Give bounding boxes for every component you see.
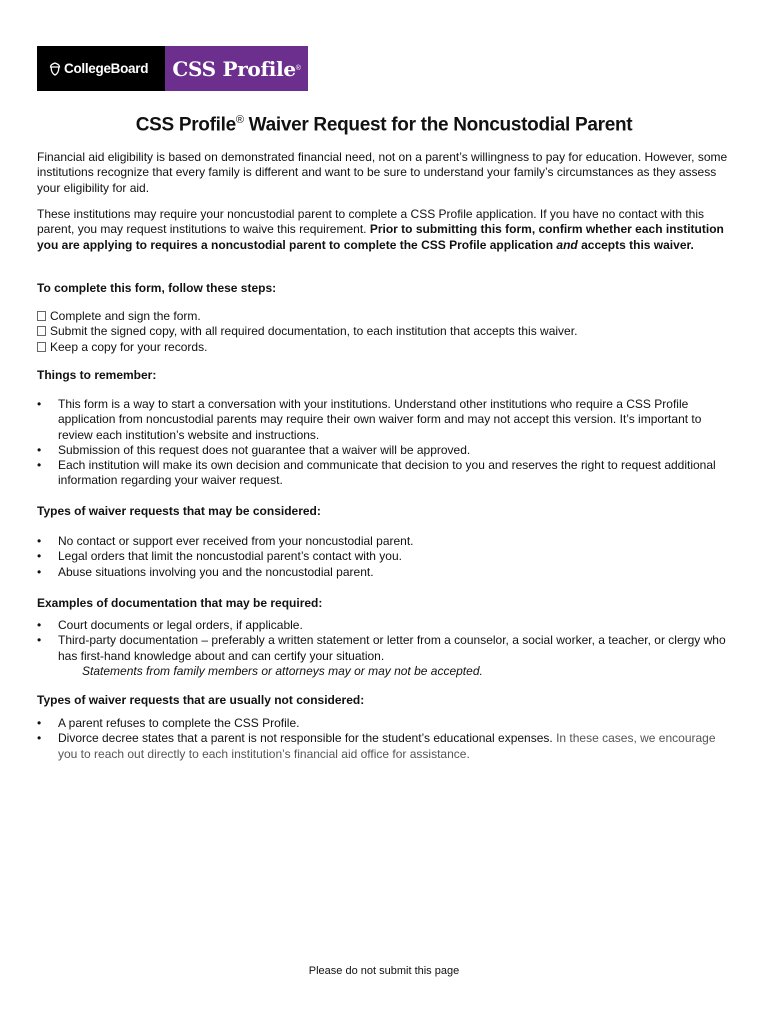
requirement-bold-italic: and <box>556 237 578 252</box>
list-item: • A parent refuses to complete the CSS Profile. <box>37 716 737 731</box>
steps-list <box>37 309 737 355</box>
step-item <box>37 309 737 324</box>
css-profile-wordmark <box>165 46 308 91</box>
collegeboard-wordmark: CollegeBoard <box>64 61 149 76</box>
checkbox-icon <box>37 342 46 352</box>
step-text: Keep a copy for your records. <box>50 339 208 354</box>
list-item: • Third-party documentation – preferably a written statement or letter from a counselor, a social worker, a teacher, or clergy who has first-hand knowledge about and can certify your situation. <box>37 633 737 664</box>
requirement-bold-2: accepts this waiver. <box>577 237 694 252</box>
documentation-list <box>37 618 737 679</box>
remember-heading: Things to remember: <box>37 368 157 382</box>
title-rest: Waiver Request for the Noncustodial Parent <box>243 114 633 136</box>
not-considered-list <box>37 716 737 762</box>
intro-paragraph: Financial aid eligibility is based on demonstrated financial need, not on a parent’s willingness to pay for education. However, some institutions recognize that every family is different and want to be sure to understand your family’s circumstances as they assess your eligibility for aid. <box>37 150 728 195</box>
list-item: • Abuse situations involving you and the noncustodial parent. <box>37 565 737 580</box>
divorce-advice: In these cases, we encourage you to reach out directly to each institution’s financial aid office for assistance. <box>58 731 716 761</box>
step-text: Complete and sign the form. <box>50 309 201 323</box>
not-considered-heading: Types of waiver requests that are usually not considered: <box>37 693 365 707</box>
css-profile-wordmark-text: CSS Profile <box>172 56 296 81</box>
requirement-bold-1: Prior to submitting this form, confirm whether each institution you are applying to requires a noncustodial parent to complete the CSS Profile application <box>37 222 724 252</box>
requirement-paragraph <box>37 207 737 253</box>
footer-note: Please do not submit this page <box>308 965 460 977</box>
list-item: • Legal orders that limit the noncustodial parent’s contact with you. <box>37 549 737 564</box>
checkbox-icon <box>37 326 46 336</box>
step-text: Submit the signed copy, with all required documentation, to each institution that accepts this waiver. <box>50 324 578 339</box>
steps-heading: To complete this form, follow these steps: <box>37 281 277 295</box>
page-title <box>0 114 768 136</box>
list-item: • This form is a way to start a conversation with your institutions. Understand other institutions who require a CSS Profile application from noncustodial parents may require their own waiver form and may not accept this version. It’s important to review each institution’s website and instructions. <box>37 397 737 443</box>
documentation-note: Statements from family members or attorneys may or may not be accepted. <box>82 663 483 678</box>
considered-heading: Types of waiver requests that may be considered: <box>37 504 321 518</box>
collegeboard-logo <box>37 46 165 91</box>
registered-mark: ® <box>235 114 244 126</box>
documentation-heading: Examples of documentation that may be required: <box>37 596 323 610</box>
list-item: • Court documents or legal orders, if applicable. <box>37 618 737 633</box>
remember-list <box>37 397 737 489</box>
checkbox-icon <box>37 311 46 321</box>
title-product: CSS Profile <box>135 114 236 136</box>
acorn-icon <box>49 62 61 76</box>
step-item <box>37 324 737 339</box>
divorce-text: Divorce decree states that a parent is not responsible for the student’s educational expenses. <box>58 731 557 746</box>
considered-list <box>37 534 737 580</box>
step-item <box>37 340 737 355</box>
list-item: • No contact or support ever received from your noncustodial parent. <box>37 534 737 549</box>
requirement-text: These institutions may require your noncustodial parent to complete a CSS Profile application. If you have no contact with this parent, you may request institutions to waive this requirement. <box>37 207 705 237</box>
list-item <box>37 731 737 762</box>
trademark-mark: ® <box>295 65 301 72</box>
collegeboard-css-profile-logo <box>37 46 308 91</box>
list-item: • Each institution will make its own decision and communicate that decision to you and reserves the right to request additional information regarding your waiver request. <box>37 458 737 489</box>
list-item: • Submission of this request does not guarantee that a waiver will be approved. <box>37 443 737 458</box>
